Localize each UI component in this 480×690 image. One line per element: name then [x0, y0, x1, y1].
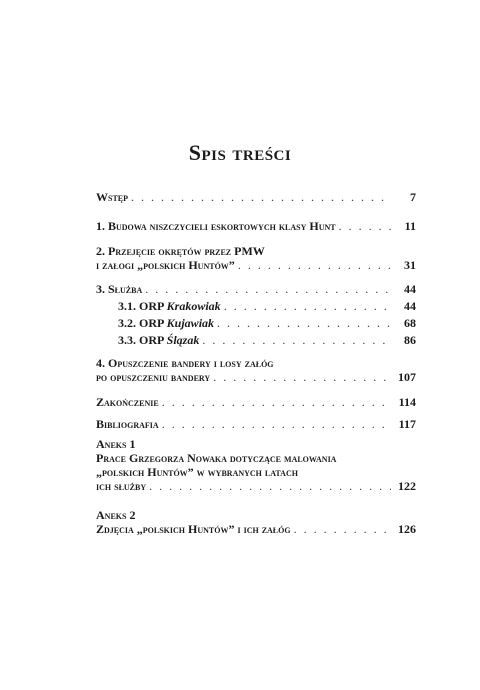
leader-dots [202, 333, 391, 347]
leader-dots [294, 522, 391, 536]
toc-entry-prefix: 3.2. ORP [118, 316, 167, 330]
leader-dots [238, 258, 391, 272]
toc-entry-label: ich służby [96, 479, 147, 493]
toc-page-number: 44 [404, 299, 416, 313]
toc-entry-label-line: Aneks 2 [96, 508, 136, 522]
leader-dots [224, 299, 391, 313]
toc-entry-annex-2[interactable] [96, 508, 416, 536]
toc-entry-prefix: 3.1. ORP [118, 299, 167, 313]
toc-entry-label: Zakończenie [96, 395, 159, 409]
toc-page-number: 31 [404, 258, 416, 272]
toc-page-number: 117 [398, 417, 416, 431]
toc-entry-label-line: „polskich Huntów” w wybranych latach [96, 465, 298, 479]
toc-page-number: 7 [410, 190, 416, 204]
toc-entry-label: 3. Służba [96, 282, 143, 296]
toc-entry-chapter-1[interactable] [96, 219, 416, 233]
ship-name: Ślązak [166, 333, 200, 347]
toc-page-number: 86 [404, 333, 416, 347]
toc-page-number: 122 [398, 479, 416, 493]
leader-dots [145, 282, 391, 296]
toc-entry-label-line: 4. Opuszczenie bandery i losy załóg [96, 356, 274, 370]
toc-page-number: 11 [404, 219, 416, 233]
toc-entry-chapter-4[interactable] [96, 356, 416, 384]
leader-dots [213, 370, 391, 384]
page-title: Spis treści [188, 140, 292, 165]
toc-entry-section-3-2[interactable] [118, 316, 416, 330]
toc-entry-chapter-3[interactable] [96, 282, 416, 296]
toc-entry-label: Wstęp [96, 190, 129, 204]
toc-entry-label-line: Prace Grzegorza Nowaka dotyczące malowania [96, 451, 337, 465]
leader-dots [162, 395, 391, 409]
toc-page-number: 44 [404, 282, 416, 296]
toc-entry-section-3-1[interactable] [118, 299, 416, 313]
leader-dots [339, 219, 391, 233]
toc-entry-label: i załogi „polskich Huntów” [96, 258, 235, 272]
toc-entry-section-3-3[interactable] [118, 333, 416, 347]
leader-dots [217, 316, 391, 330]
leader-dots [131, 190, 391, 204]
ship-name: Krakowiak [166, 299, 221, 313]
toc-page-number: 114 [398, 395, 416, 409]
toc-entry-intro[interactable] [96, 190, 416, 204]
toc-entry-label: 1. Budowa niszczycieli eskortowych klasy Hunt [96, 219, 336, 233]
toc-page-number: 126 [398, 522, 416, 536]
toc-page-number: 68 [404, 316, 416, 330]
toc-entry-label-line: Aneks 1 [96, 437, 136, 451]
ship-name: Kujawiak [166, 316, 215, 330]
toc-entry-annex-1[interactable] [96, 437, 416, 493]
toc-entry-conclusion[interactable] [96, 395, 416, 409]
toc-entry-bibliography[interactable] [96, 417, 416, 431]
toc-entry-label-line: 2. Przejęcie okrętów przez PMW [96, 244, 265, 258]
toc-page-number: 107 [398, 370, 416, 384]
toc-entry-label: Zdjęcia „polskich Huntów” i ich załóg [96, 522, 291, 536]
leader-dots [162, 417, 391, 431]
toc-entry-chapter-2[interactable] [96, 244, 416, 272]
toc-entry-label: po opuszczeniu bandery [96, 370, 211, 384]
leader-dots [149, 479, 391, 493]
toc-entry-prefix: 3.3. ORP [118, 333, 167, 347]
toc-entry-label: Bibliografia [96, 417, 159, 431]
